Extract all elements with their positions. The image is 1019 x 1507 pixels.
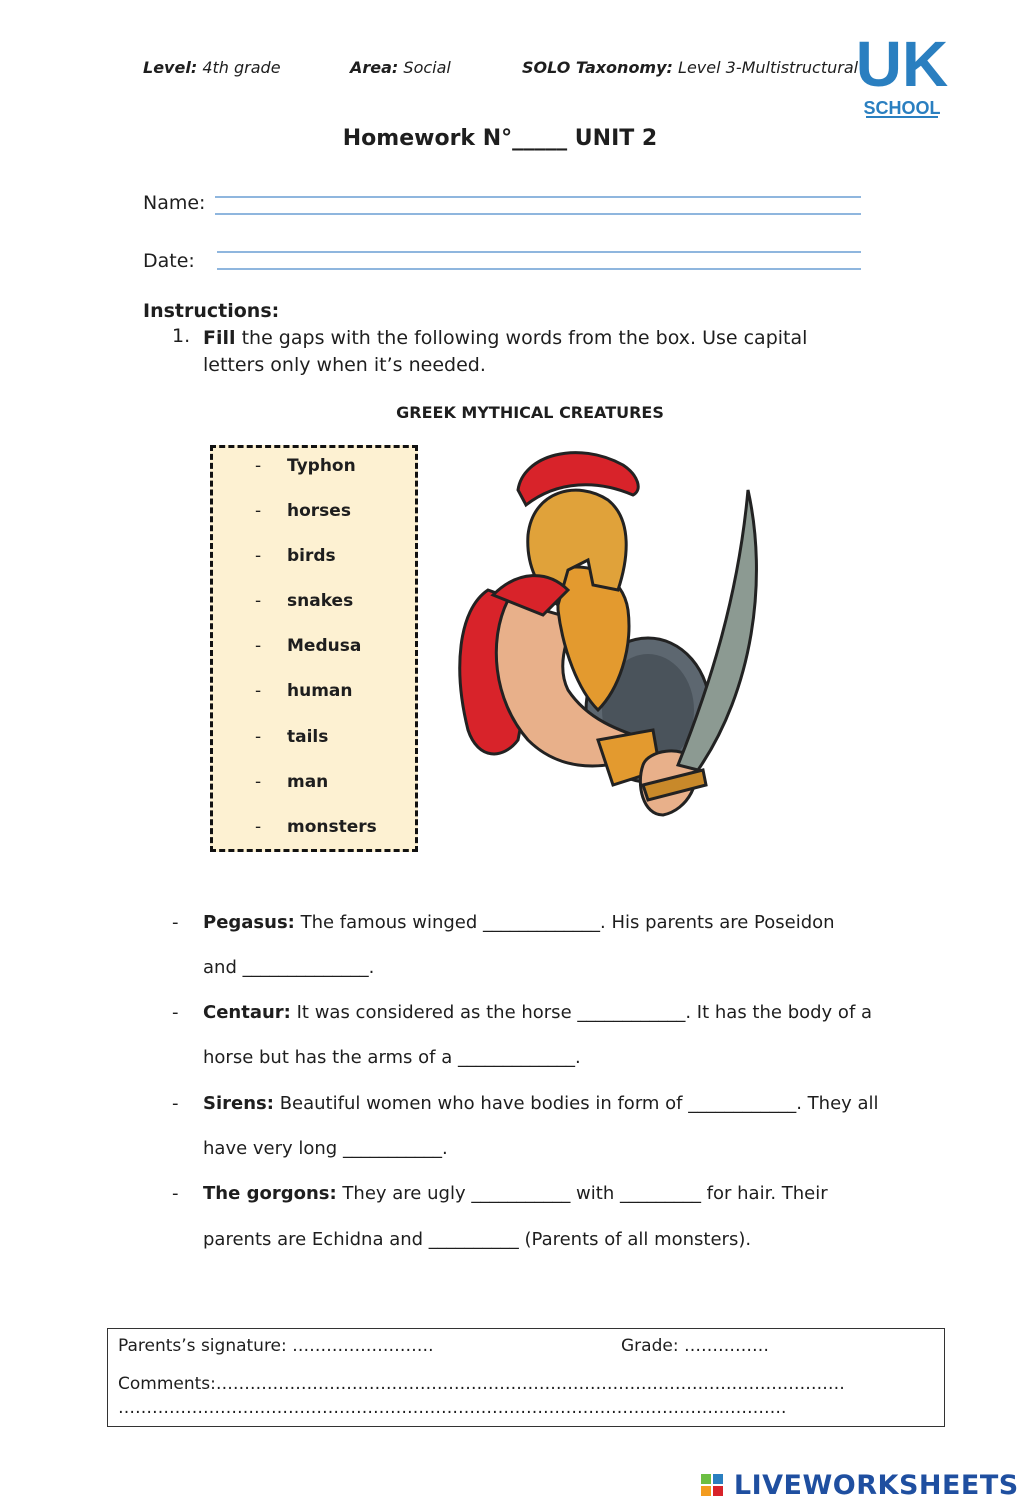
exercise-sirens-line2: have very long ___________. [203, 1138, 448, 1159]
instruction-body: the gaps with the following words from the box. Use capital letters only when it’s needed. [203, 327, 808, 376]
word-bank-item: - human [255, 681, 353, 701]
term-sirens: Sirens: [203, 1093, 274, 1114]
box-title: GREEK MYTHICAL CREATURES [396, 403, 664, 422]
uk-school-logo [855, 28, 949, 120]
term-centaur: Centaur: [203, 1002, 291, 1023]
exercise-centaur-line1: Centaur: It was considered as the horse ____________. It has the body of a [203, 1002, 873, 1023]
level-value: 4th grade [202, 58, 281, 77]
word-bank-item: - tails [255, 727, 329, 747]
area-value: Social [403, 58, 451, 77]
word-bank-item: - horses [255, 501, 351, 521]
exercise-sirens-line1: Sirens: Beautiful women who have bodies in form of ____________. They all [203, 1093, 879, 1114]
level-meta [143, 58, 281, 77]
solo-meta [522, 58, 858, 77]
instructions-heading: Instructions: [143, 300, 280, 322]
liveworksheets-icon [700, 1473, 724, 1497]
area-meta [350, 58, 451, 77]
word-bank-item: - monsters [255, 817, 377, 837]
word-bank-item: - Medusa [255, 636, 362, 656]
exercise-gorgons-line1: The gorgons: They are ugly ___________ with _________ for hair. Their [203, 1183, 828, 1204]
name-label: Name: [143, 192, 206, 214]
instruction-bold-word: Fill [203, 327, 236, 349]
exercise-bullet: - [172, 1002, 179, 1023]
date-label: Date: [143, 250, 195, 272]
comments-field: Comments:………………………………………………………………………………………………… [118, 1374, 845, 1394]
word-bank-item: - Typhon [255, 456, 356, 476]
svg-text:UK: UK [855, 28, 949, 100]
parent-signature: Parents’s signature: ……………………. [118, 1336, 434, 1356]
name-line-top[interactable] [215, 196, 861, 198]
exercise-gorgons-line2: parents are Echidna and __________ (Parents of all monsters). [203, 1229, 752, 1250]
exercise-pegasus-line1: Pegasus: The famous winged _____________. His parents are Poseidon [203, 912, 835, 933]
svg-text:SCHOOL: SCHOOL [863, 98, 941, 118]
exercise-centaur-line2: horse but has the arms of a _____________. [203, 1047, 581, 1068]
term-pegasus: Pegasus: [203, 912, 295, 933]
liveworksheets-watermark: LIVEWORKSHEETS [700, 1470, 1019, 1501]
name-line-bottom[interactable] [215, 213, 861, 215]
homework-title: Homework N°_____ UNIT 2 [342, 126, 658, 151]
date-line-top[interactable] [217, 251, 861, 253]
term-gorgons: The gorgons: [203, 1183, 337, 1204]
date-line-bottom[interactable] [217, 268, 861, 270]
exercise-bullet: - [172, 1093, 179, 1114]
solo-label: SOLO Taxonomy: [522, 58, 673, 77]
level-label: Level: [143, 58, 198, 77]
exercise-bullet: - [172, 912, 179, 933]
word-bank-item: - snakes [255, 591, 354, 611]
area-label: Area: [350, 58, 399, 77]
solo-value: Level 3-Multistructural [678, 58, 859, 77]
word-bank-item: - birds [255, 546, 336, 566]
word-bank-box [210, 445, 418, 852]
instruction-number: 1. [172, 325, 191, 347]
exercise-pegasus-line2: and ______________. [203, 957, 375, 978]
instruction-text [203, 325, 843, 379]
grade-field: Grade: …………… [621, 1336, 769, 1356]
word-bank-item: - man [255, 772, 329, 792]
exercise-bullet: - [172, 1183, 179, 1204]
spartan-warrior-illustration [448, 440, 778, 840]
comments-continuation: ………………………………………………………………………………………………………. [118, 1398, 787, 1418]
